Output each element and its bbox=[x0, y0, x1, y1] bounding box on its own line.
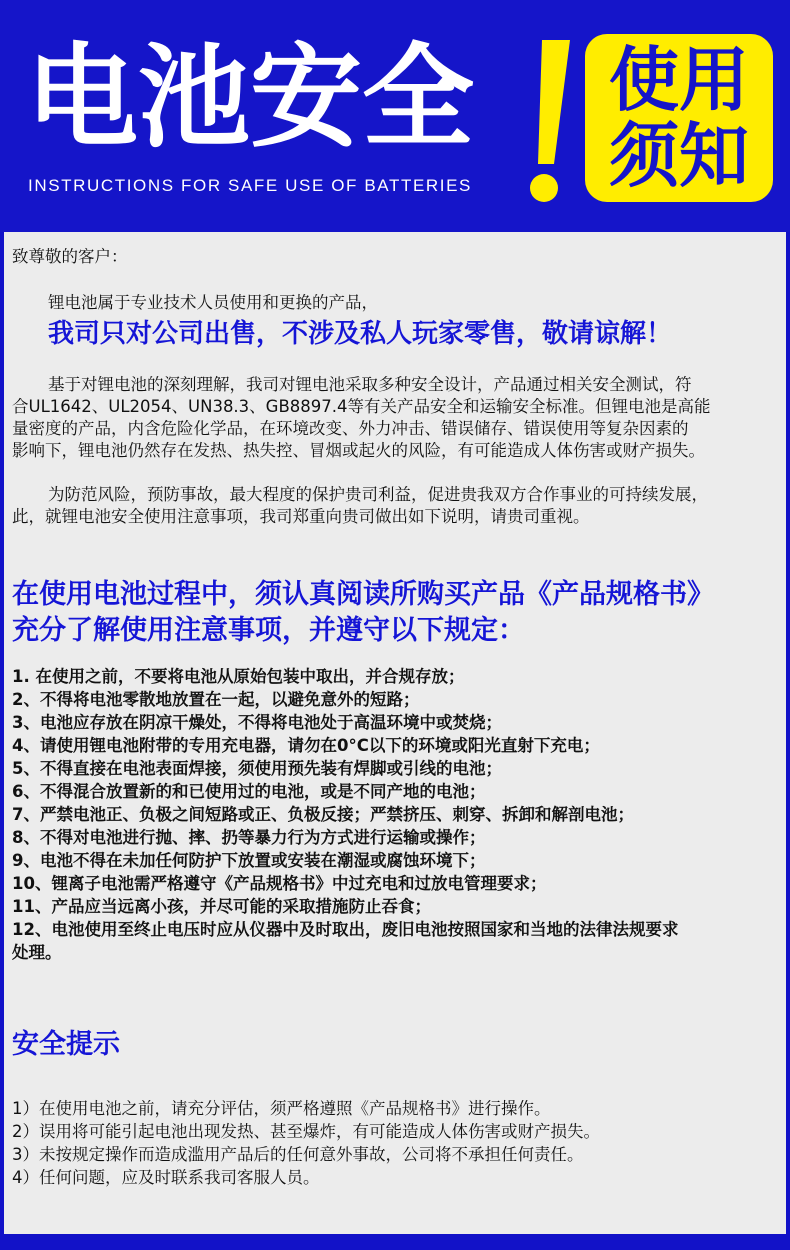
intro-line: 锂电池属于专业技术人员使用和更换的产品， bbox=[48, 293, 378, 312]
paragraph-1-line: 量密度的产品，内含危险化学品，在环境改变、外力冲击、错误储存、错误使用等复杂因素的 bbox=[12, 419, 689, 438]
list-item: 1. 在使用之前，不要将电池从原始包装中取出，并合规存放； bbox=[12, 667, 465, 686]
list-item: 3、电池应存放在阴凉干燥处，不得将电池处于高温环境中或焚烧； bbox=[12, 713, 502, 732]
list-item: 处理。 bbox=[12, 943, 62, 962]
list-item: 2）误用将可能引起电池出现发热、甚至爆炸，有可能造成人体伤害或财产损失。 bbox=[12, 1122, 600, 1141]
greeting: 致尊敬的客户： bbox=[12, 247, 128, 266]
paragraph-1-line: 影响下，锂电池仍然存在发热、热失控、冒烟或起火的风险，有可能造成人体伤害或财产损失。 bbox=[12, 441, 705, 460]
list-item: 5、不得直接在电池表面焊接，须使用预先装有焊脚或引线的电池； bbox=[12, 759, 502, 778]
notice-badge bbox=[585, 34, 773, 202]
section-2-heading: 安全提示 bbox=[12, 1029, 120, 1060]
list-item: 9、电池不得在未加任何防护下放置或安装在潮湿或腐蚀环境下； bbox=[12, 851, 486, 870]
paragraph-2-line: 此，就锂电池安全使用注意事项，我司郑重向贵司做出如下说明，请贵司重视。 bbox=[12, 507, 590, 526]
paragraph-2-line: 为防范风险，预防事故，最大程度的保护贵司利益，促进贵我双方合作事业的可持续发展， bbox=[48, 485, 708, 504]
badge-line-1: 使用 bbox=[609, 39, 749, 121]
list-item: 6、不得混合放置新的和已使用过的电池，或是不同产地的电池； bbox=[12, 782, 486, 801]
sales-notice: 我司只对公司出售，不涉及私人玩家零售，敬请谅解！ bbox=[48, 319, 673, 349]
list-item: 4）任何问题，应及时联系我司客服人员。 bbox=[12, 1168, 320, 1187]
list-item: 1）在使用电池之前，请充分评估，须严格遵照《产品规格书》进行操作。 bbox=[12, 1099, 551, 1118]
section-1-heading-line: 在使用电池过程中，须认真阅读所购买产品《产品规格书》 bbox=[12, 579, 714, 610]
badge-line-2: 须知 bbox=[609, 115, 749, 197]
document-body bbox=[4, 232, 786, 1234]
list-item: 4、请使用锂电池附带的专用充电器，请勿在0°C以下的环境或阳光直射下充电； bbox=[12, 736, 600, 755]
paragraph-1-line: 基于对锂电池的深刻理解，我司对锂电池采取多种安全设计，产品通过相关安全测试，符 bbox=[48, 375, 692, 394]
section-1-heading-line: 充分了解使用注意事项，并遵守以下规定： bbox=[12, 615, 525, 646]
list-item: 3）未按规定操作而造成滥用产品后的任何意外事故，公司将不承担任何责任。 bbox=[12, 1145, 584, 1164]
banner-title: 电池安全 bbox=[26, 33, 474, 163]
list-item: 7、严禁电池正、负极之间短路或正、负极反接；严禁挤压、刺穿、拆卸和解剖电池； bbox=[12, 805, 634, 824]
paragraph-1-line: 合UL1642、UL2054、UN38.3、GB8897.4等有关产品安全和运输安全标准。但锂电池是高能 bbox=[12, 397, 711, 416]
header-banner bbox=[0, 0, 790, 232]
exclamation-icon bbox=[524, 36, 572, 206]
banner-subtitle: INSTRUCTIONS FOR SAFE USE OF BATTERIES bbox=[28, 176, 472, 195]
list-item: 2、不得将电池零散地放置在一起，以避免意外的短路； bbox=[12, 690, 420, 709]
list-item: 8、不得对电池进行抛、摔、扔等暴力行为方式进行运输或操作； bbox=[12, 828, 486, 847]
list-item: 11、产品应当远离小孩，并尽可能的采取措施防止吞食； bbox=[12, 897, 431, 916]
list-item: 10、锂离子电池需严格遵守《产品规格书》中过充电和过放电管理要求； bbox=[12, 874, 547, 893]
list-item: 12、电池使用至终止电压时应从仪器中及时取出，废旧电池按照国家和当地的法律法规要求 bbox=[12, 920, 679, 939]
